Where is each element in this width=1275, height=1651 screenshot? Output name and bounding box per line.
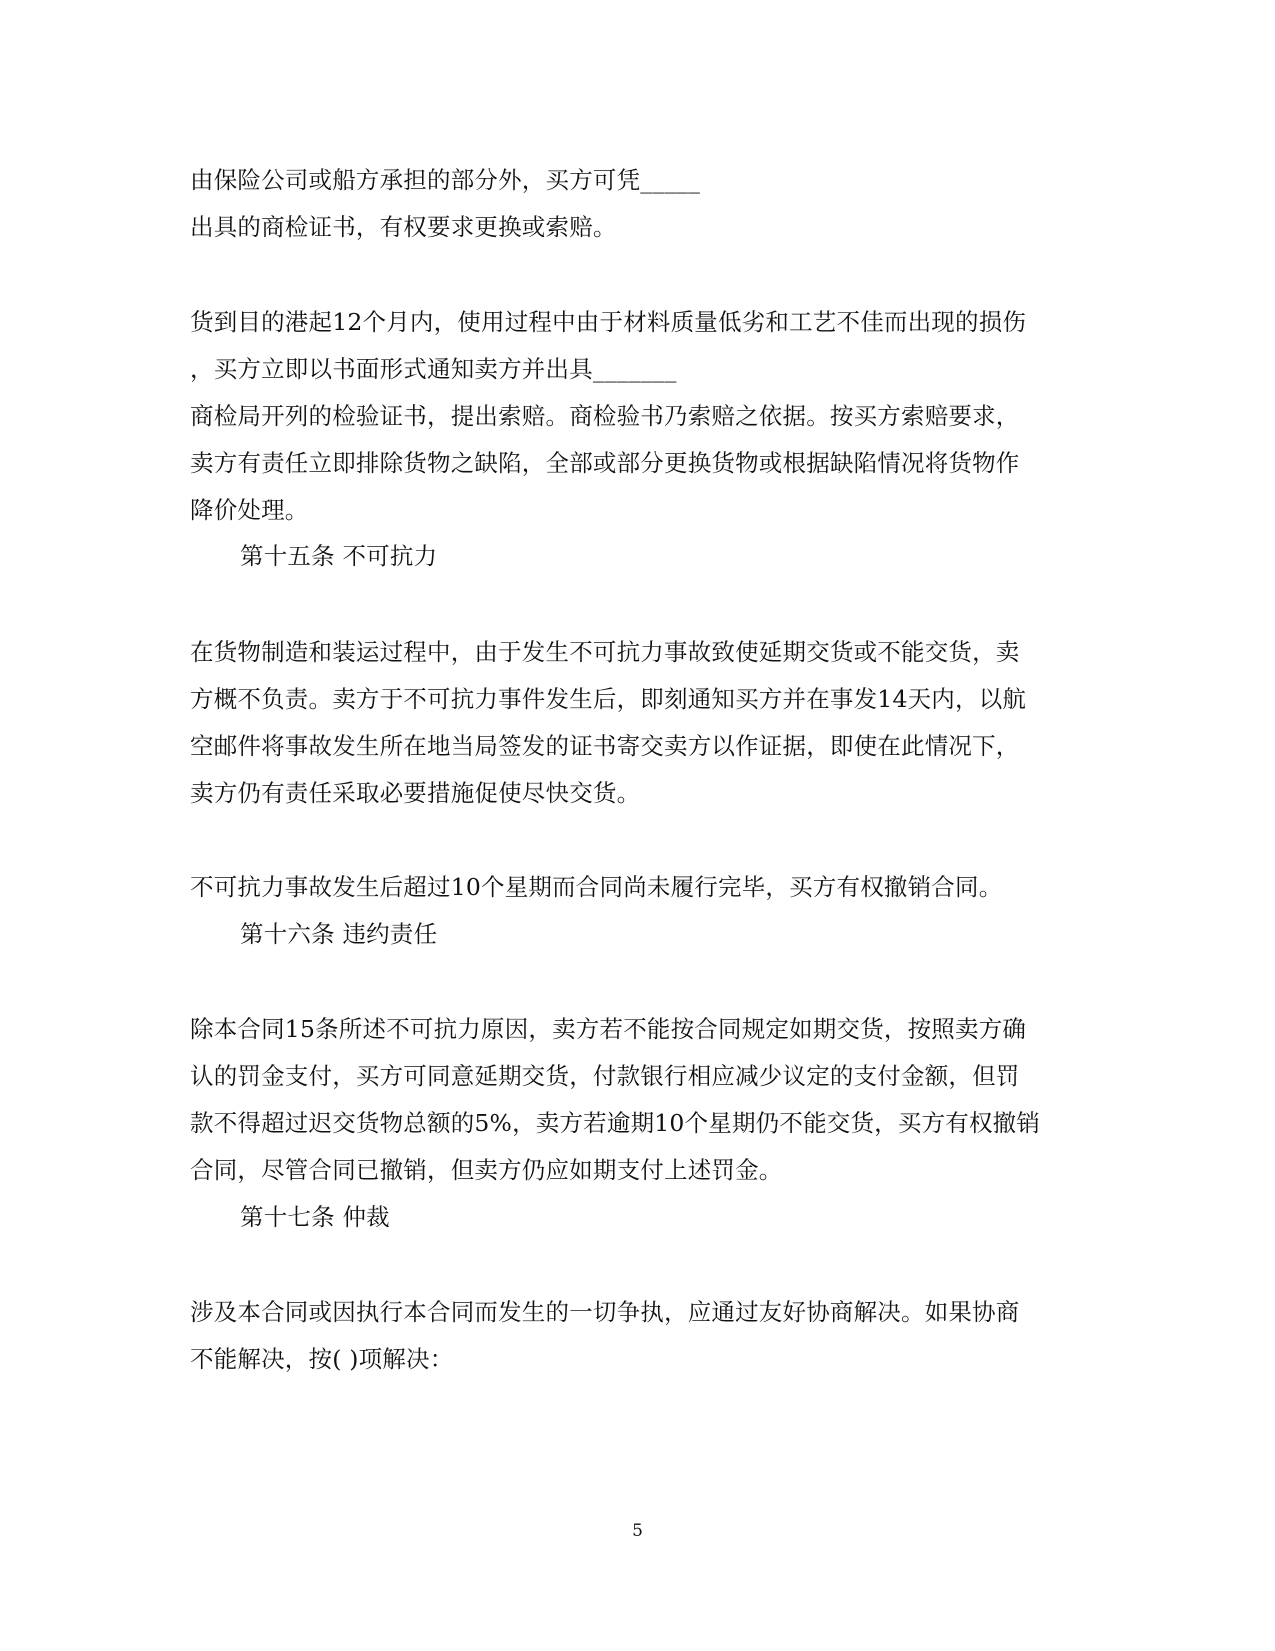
body-text-line: 商检局开列的检验证书，提出索赔。商检验书乃索赔之依据。按买方索赔要求， (190, 402, 1020, 430)
body-text-line: 降价处理。 (190, 496, 309, 524)
body-text-line: 卖方有责任立即排除货物之缺陷，全部或部分更换货物或根据缺陷情况将货物作 (190, 449, 1020, 477)
body-text-line: 出具的商检证书，有权要求更换或索赔。 (190, 213, 617, 241)
body-text-line: 卖方仍有责任采取必要措施促使尽快交货。 (190, 779, 641, 807)
body-text-line: 不可抗力事故发生后超过10个星期而合同尚未履行完毕，买方有权撤销合同。 (190, 873, 1003, 901)
body-text-line: 认的罚金支付，买方可同意延期交货，付款银行相应减少议定的支付金额，但罚 (190, 1062, 1020, 1090)
body-text-line: 合同，尽管合同已撤销，但卖方仍应如期支付上述罚金。 (190, 1156, 783, 1184)
article-heading: 第十七条 仲裁 (240, 1203, 390, 1231)
body-text-line: 除本合同15条所述不可抗力原因，卖方若不能按合同规定如期交货，按照卖方确 (190, 1015, 1027, 1043)
article-heading: 第十六条 违约责任 (240, 920, 438, 948)
body-text-line: 空邮件将事故发生所在地当局签发的证书寄交卖方以作证据，即使在此情况下， (190, 732, 1020, 760)
body-text-line: ，买方立即以书面形式通知卖方并出具_______ (190, 355, 677, 383)
page-number: 5 (632, 1521, 643, 1541)
body-text-line: 在货物制造和装运过程中，由于发生不可抗力事故致使延期交货或不能交货，卖 (190, 638, 1020, 666)
body-text-line: 涉及本合同或因执行本合同而发生的一切争执，应通过友好协商解决。如果协商 (190, 1298, 1020, 1326)
article-heading: 第十五条 不可抗力 (240, 542, 438, 570)
body-text-line: 不能解决，按( )项解决： (190, 1345, 454, 1373)
body-text-line: 货到目的港起12个月内，使用过程中由于材料质量低劣和工艺不佳而出现的损伤 (190, 308, 1027, 336)
body-text-line: 款不得超过迟交货物总额的5%，卖方若逾期10个星期仍不能交货，买方有权撤销 (190, 1109, 1041, 1137)
body-text-line: 方概不负责。卖方于不可抗力事件发生后，即刻通知买方并在事发14天内，以航 (190, 685, 1027, 713)
body-text-line: 由保险公司或船方承担的部分外，买方可凭_____ (190, 166, 701, 194)
